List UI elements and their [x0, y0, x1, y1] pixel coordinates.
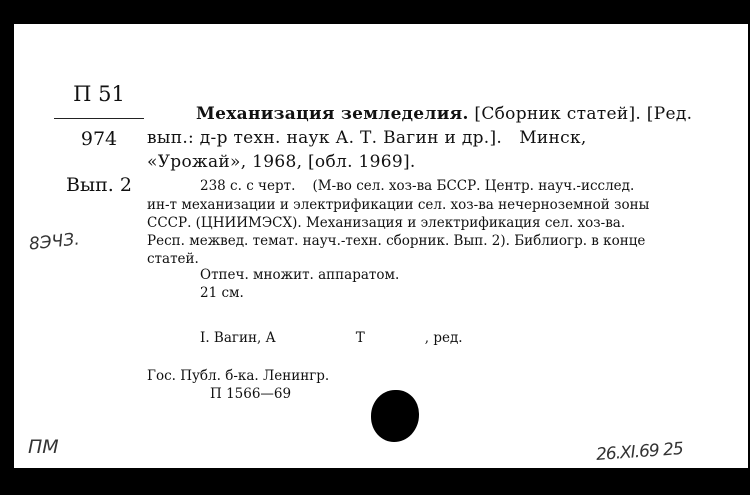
library-number: П 1566—69: [210, 386, 292, 402]
description-line-1: 238 с. с черт. (М-во сел. хоз-ва БССР. Центр. науч.-исслед.: [200, 178, 635, 194]
catalog-card: [14, 24, 748, 468]
library-name: Гос. Публ. б-ка. Ленингр.: [147, 368, 330, 384]
entry-name: I. Вагин, А: [200, 330, 276, 346]
publisher-line: «Урожай», 1968, [обл. 1969].: [147, 152, 416, 172]
title-rest: [Сборник статей].: [468, 104, 647, 124]
description-line-4: Респ. межвед. темат. науч.-техн. сборник. Вып. 2). Библиогр. в конце: [147, 233, 646, 249]
handwritten-pmi: ПМ: [28, 436, 59, 458]
editor-line: вып.: д-р техн. наук А. Т. Вагин и др.]. Минск,: [147, 128, 587, 148]
editor-start: [Ред.: [646, 104, 693, 124]
title: Механизация земледелия.: [196, 104, 469, 124]
title-line: [196, 104, 692, 124]
shelf-divider: [54, 118, 144, 119]
print-note: Отпеч. множит. аппаратом.: [200, 267, 400, 283]
description-line-5: статей.: [147, 251, 199, 267]
handwritten-date: 26.XI.69 25: [595, 438, 684, 466]
entry-editor: , ред.: [424, 330, 463, 346]
description-line-3: СССР. (ЦНИИМЭСХ). Механизация и электрификация сел. хоз-ва.: [147, 215, 626, 231]
description-line-2: ин-т механизации и электрификации сел. хоз-ва нечерноземной зоны: [147, 197, 650, 213]
handwritten-code: 8ЭЧЗ.: [28, 229, 81, 255]
shelf-mark: П 51: [73, 82, 125, 106]
ink-blot: [371, 390, 419, 442]
entry-initial: Т: [355, 330, 365, 346]
size-note: 21 см.: [200, 285, 244, 301]
added-entry: [200, 330, 463, 346]
issue-number: Вып. 2: [66, 174, 132, 196]
shelf-number: 974: [80, 128, 118, 150]
